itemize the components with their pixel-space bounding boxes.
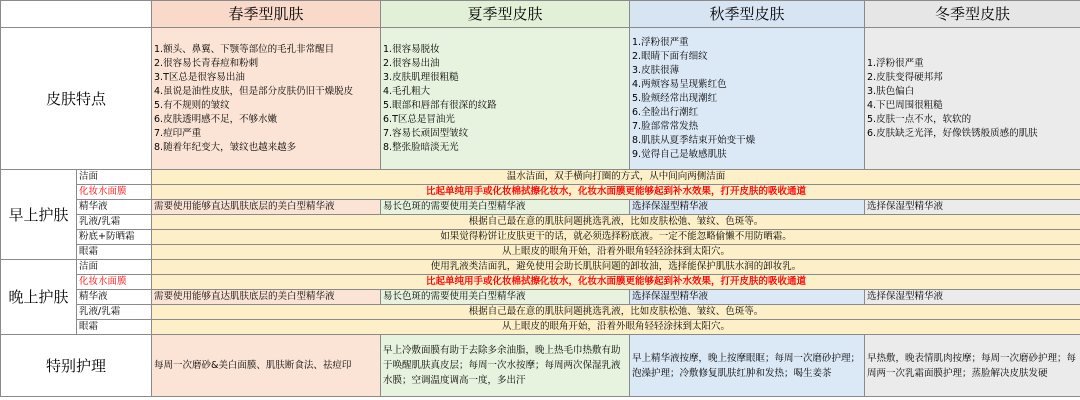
morning-essence-label: 精华液 — [77, 200, 152, 215]
morning-lotion-text: 根据自己最在意的肌肤问题挑选乳液，比如皮肤松弛、皱纹、色斑等。 — [152, 215, 1080, 230]
skin-row — [1, 28, 1080, 170]
skin-summer-item: 7.容易长顽固型皱纹 — [383, 127, 469, 139]
evening-lotion-label: 乳液/乳霜 — [77, 305, 152, 320]
morning-label: 早上护肤 — [1, 170, 77, 260]
special-summer: 早上冷敷面膜有助于去除多余油脂，晚上热毛巾热敷有助于唤醒肌肤真皮层；每周一次水按摩；每周两次保湿乳液水膜；空调温度调高一度，多出汗 — [381, 335, 630, 397]
skin-spring-item: 8.随着年纪变大，皱纹也越来越多 — [154, 141, 297, 153]
skin-label: 皮肤特点 — [1, 28, 152, 170]
evening-cleanse-text: 使用乳液类洁面乳，避免使用会助长肌肤问题的卸妆油，选择能保护肌肤水润的卸妆乳。 — [152, 260, 1080, 275]
morning-essence-summer: 易长色斑的需要使用美白型精华液 — [381, 200, 630, 215]
morning-eye-row — [1, 245, 1080, 260]
skin-autumn-item: 1.浮粉很严重 — [632, 36, 689, 48]
skin-winter-item: 6.皮肤缺乏光泽，好像铁锈般质感的肌肤 — [867, 127, 1038, 139]
corner-cell — [1, 1, 152, 28]
evening-essence-spring: 需要使用能够直达肌肤底层的美白型精华液 — [152, 290, 381, 305]
evening-lotion-text: 根据自己最在意的肌肤问题挑选乳液，比如皮肤松弛、皱纹、色斑等。 — [152, 305, 1080, 320]
skin-spring-item: 5.有不规则的皱纹 — [154, 99, 230, 111]
skin-spring-item: 7.痘印严重 — [154, 127, 202, 139]
morning-eye-text: 从上眼皮的眼角开始，沿着外眼角轻轻涂抹到太阳穴。 — [152, 245, 1080, 260]
special-row — [1, 335, 1080, 397]
morning-cleanse-label: 洁面 — [77, 170, 152, 185]
skin-summer-cell — [381, 28, 630, 170]
header-summer: 夏季型皮肤 — [381, 1, 630, 28]
evening-eye-label: 眼霜 — [77, 320, 152, 335]
evening-eye-row — [1, 320, 1080, 335]
evening-essence-label: 精华液 — [77, 290, 152, 305]
skin-summer-item: 1.很容易脱妆 — [383, 43, 440, 55]
evening-label: 晚上护肤 — [1, 260, 77, 335]
special-winter: 早热敷，晚表情肌肉按摩；每周一次磨砂护理；每周两一次乳霜面膜护理；蒸脸解决皮肤发硬 — [865, 335, 1080, 397]
morning-base-label: 粉底+防晒霜 — [77, 230, 152, 245]
skin-autumn-item: 6.全脸出行潮红 — [632, 106, 699, 118]
skin-summer-item: 8.整张脸暗淡无光 — [383, 141, 459, 153]
skin-spring-cell — [152, 28, 381, 170]
skin-spring-item: 4.虽说是油性皮肤，但是部分皮肤仍旧干燥脱皮 — [154, 85, 354, 97]
skin-winter-item: 2.皮肤变得硬邦邦 — [867, 71, 943, 83]
evening-essence-autumn: 选择保湿型精华液 — [630, 290, 865, 305]
special-autumn: 早上精华液按摩，晚上按摩眼眶；每周一次磨砂护理；泡澡护理；冷敷修复肌肤红肿和发热；喝生姜茶 — [630, 335, 865, 397]
special-label: 特别护理 — [1, 335, 152, 397]
header-winter: 冬季型皮肤 — [865, 1, 1080, 28]
skin-winter-item: 1.浮粉很严重 — [867, 57, 924, 69]
skin-winter-item: 5.皮肤一点不水，软软的 — [867, 113, 972, 125]
evening-essence-winter: 选择保湿型精华液 — [865, 290, 1080, 305]
skin-summer-item: 2.很容易出油 — [383, 57, 440, 69]
evening-toner-label: 化妆水面膜 — [77, 275, 152, 290]
skin-spring-item: 3.T区总是很容易出油 — [154, 71, 245, 83]
header-spring: 春季型肌肤 — [152, 1, 381, 28]
skin-autumn-cell — [630, 28, 865, 170]
skin-spring-item: 1.额头、鼻翼、下颚等部位的毛孔非常醒目 — [154, 43, 335, 55]
skin-winter-item: 4.下巴周围很粗糙 — [867, 99, 943, 111]
skin-autumn-item: 9.觉得自己是敏感肌肤 — [632, 148, 727, 160]
skin-spring-item: 6.皮肤透明感不足，不够水嫩 — [154, 113, 278, 125]
skin-autumn-item: 3.皮肤很薄 — [632, 64, 680, 76]
skin-summer-item: 4.毛孔粗大 — [383, 85, 431, 97]
morning-cleanse-row — [1, 170, 1080, 185]
evening-toner-row — [1, 275, 1080, 290]
morning-base-text: 如果觉得粉饼让皮肤更干的话，就必须选择粉底液。一定不能忽略偷懒不用防晒霜。 — [152, 230, 1080, 245]
morning-essence-winter: 选择保湿型精华液 — [865, 200, 1080, 215]
morning-essence-autumn: 选择保湿型精华液 — [630, 200, 865, 215]
header-row — [1, 1, 1080, 28]
skin-summer-item: 5.眼部和唇部有很深的纹路 — [383, 99, 497, 111]
morning-toner-text: 比起单纯用手或化妆棉拭擦化妆水，化妆水面膜更能够起到补水效果，打开皮肤的吸收通道 — [152, 185, 1080, 200]
morning-cleanse-text: 温水洁面，双手横向打圈的方式，从中间向两侧洁面 — [152, 170, 1080, 185]
morning-base-row — [1, 230, 1080, 245]
skin-spring-item: 2.很容易长青春痘和粉刺 — [154, 57, 259, 69]
skin-autumn-item: 2.眼睛下面有细纹 — [632, 50, 708, 62]
evening-eye-text: 从上眼皮的眼角开始，沿着外眼角轻轻涂抹到太阳穴。 — [152, 320, 1080, 335]
evening-essence-summer: 易长色斑的需要使用美白型精华液 — [381, 290, 630, 305]
skin-autumn-item: 5.脸颊经常出现潮红 — [632, 92, 718, 104]
evening-cleanse-label: 洁面 — [77, 260, 152, 275]
skin-autumn-item: 7.脸部常常发热 — [632, 120, 699, 132]
skin-autumn-item: 4.两颊容易呈现紫红色 — [632, 78, 727, 90]
morning-essence-spring: 需要使用能够直达肌肤底层的美白型精华液 — [152, 200, 381, 215]
skin-summer-item: 3.皮肤肌理很粗糙 — [383, 71, 459, 83]
evening-toner-text: 比起单纯用手或化妆棉拭擦化妆水，化妆水面膜更能够起到补水效果，打开皮肤的吸收通道 — [152, 275, 1080, 290]
morning-toner-row — [1, 185, 1080, 200]
skin-autumn-item: 8.肌肤从夏季结束开始变干燥 — [632, 134, 756, 146]
morning-essence-row — [1, 200, 1080, 215]
special-spring: 每周一次磨砂&美白面膜、肌肤断食法、祛痘印 — [152, 335, 381, 397]
evening-lotion-row — [1, 305, 1080, 320]
morning-eye-label: 眼霜 — [77, 245, 152, 260]
skin-winter-item: 3.肤色偏白 — [867, 85, 915, 97]
evening-cleanse-row — [1, 260, 1080, 275]
header-autumn: 秋季型皮肤 — [630, 1, 865, 28]
evening-essence-row — [1, 290, 1080, 305]
morning-toner-label: 化妆水面膜 — [77, 185, 152, 200]
morning-lotion-label: 乳液/乳霜 — [77, 215, 152, 230]
morning-lotion-row — [1, 215, 1080, 230]
skin-summer-item: 6.T区总是冒油光 — [383, 113, 455, 125]
skin-winter-cell — [865, 28, 1080, 170]
